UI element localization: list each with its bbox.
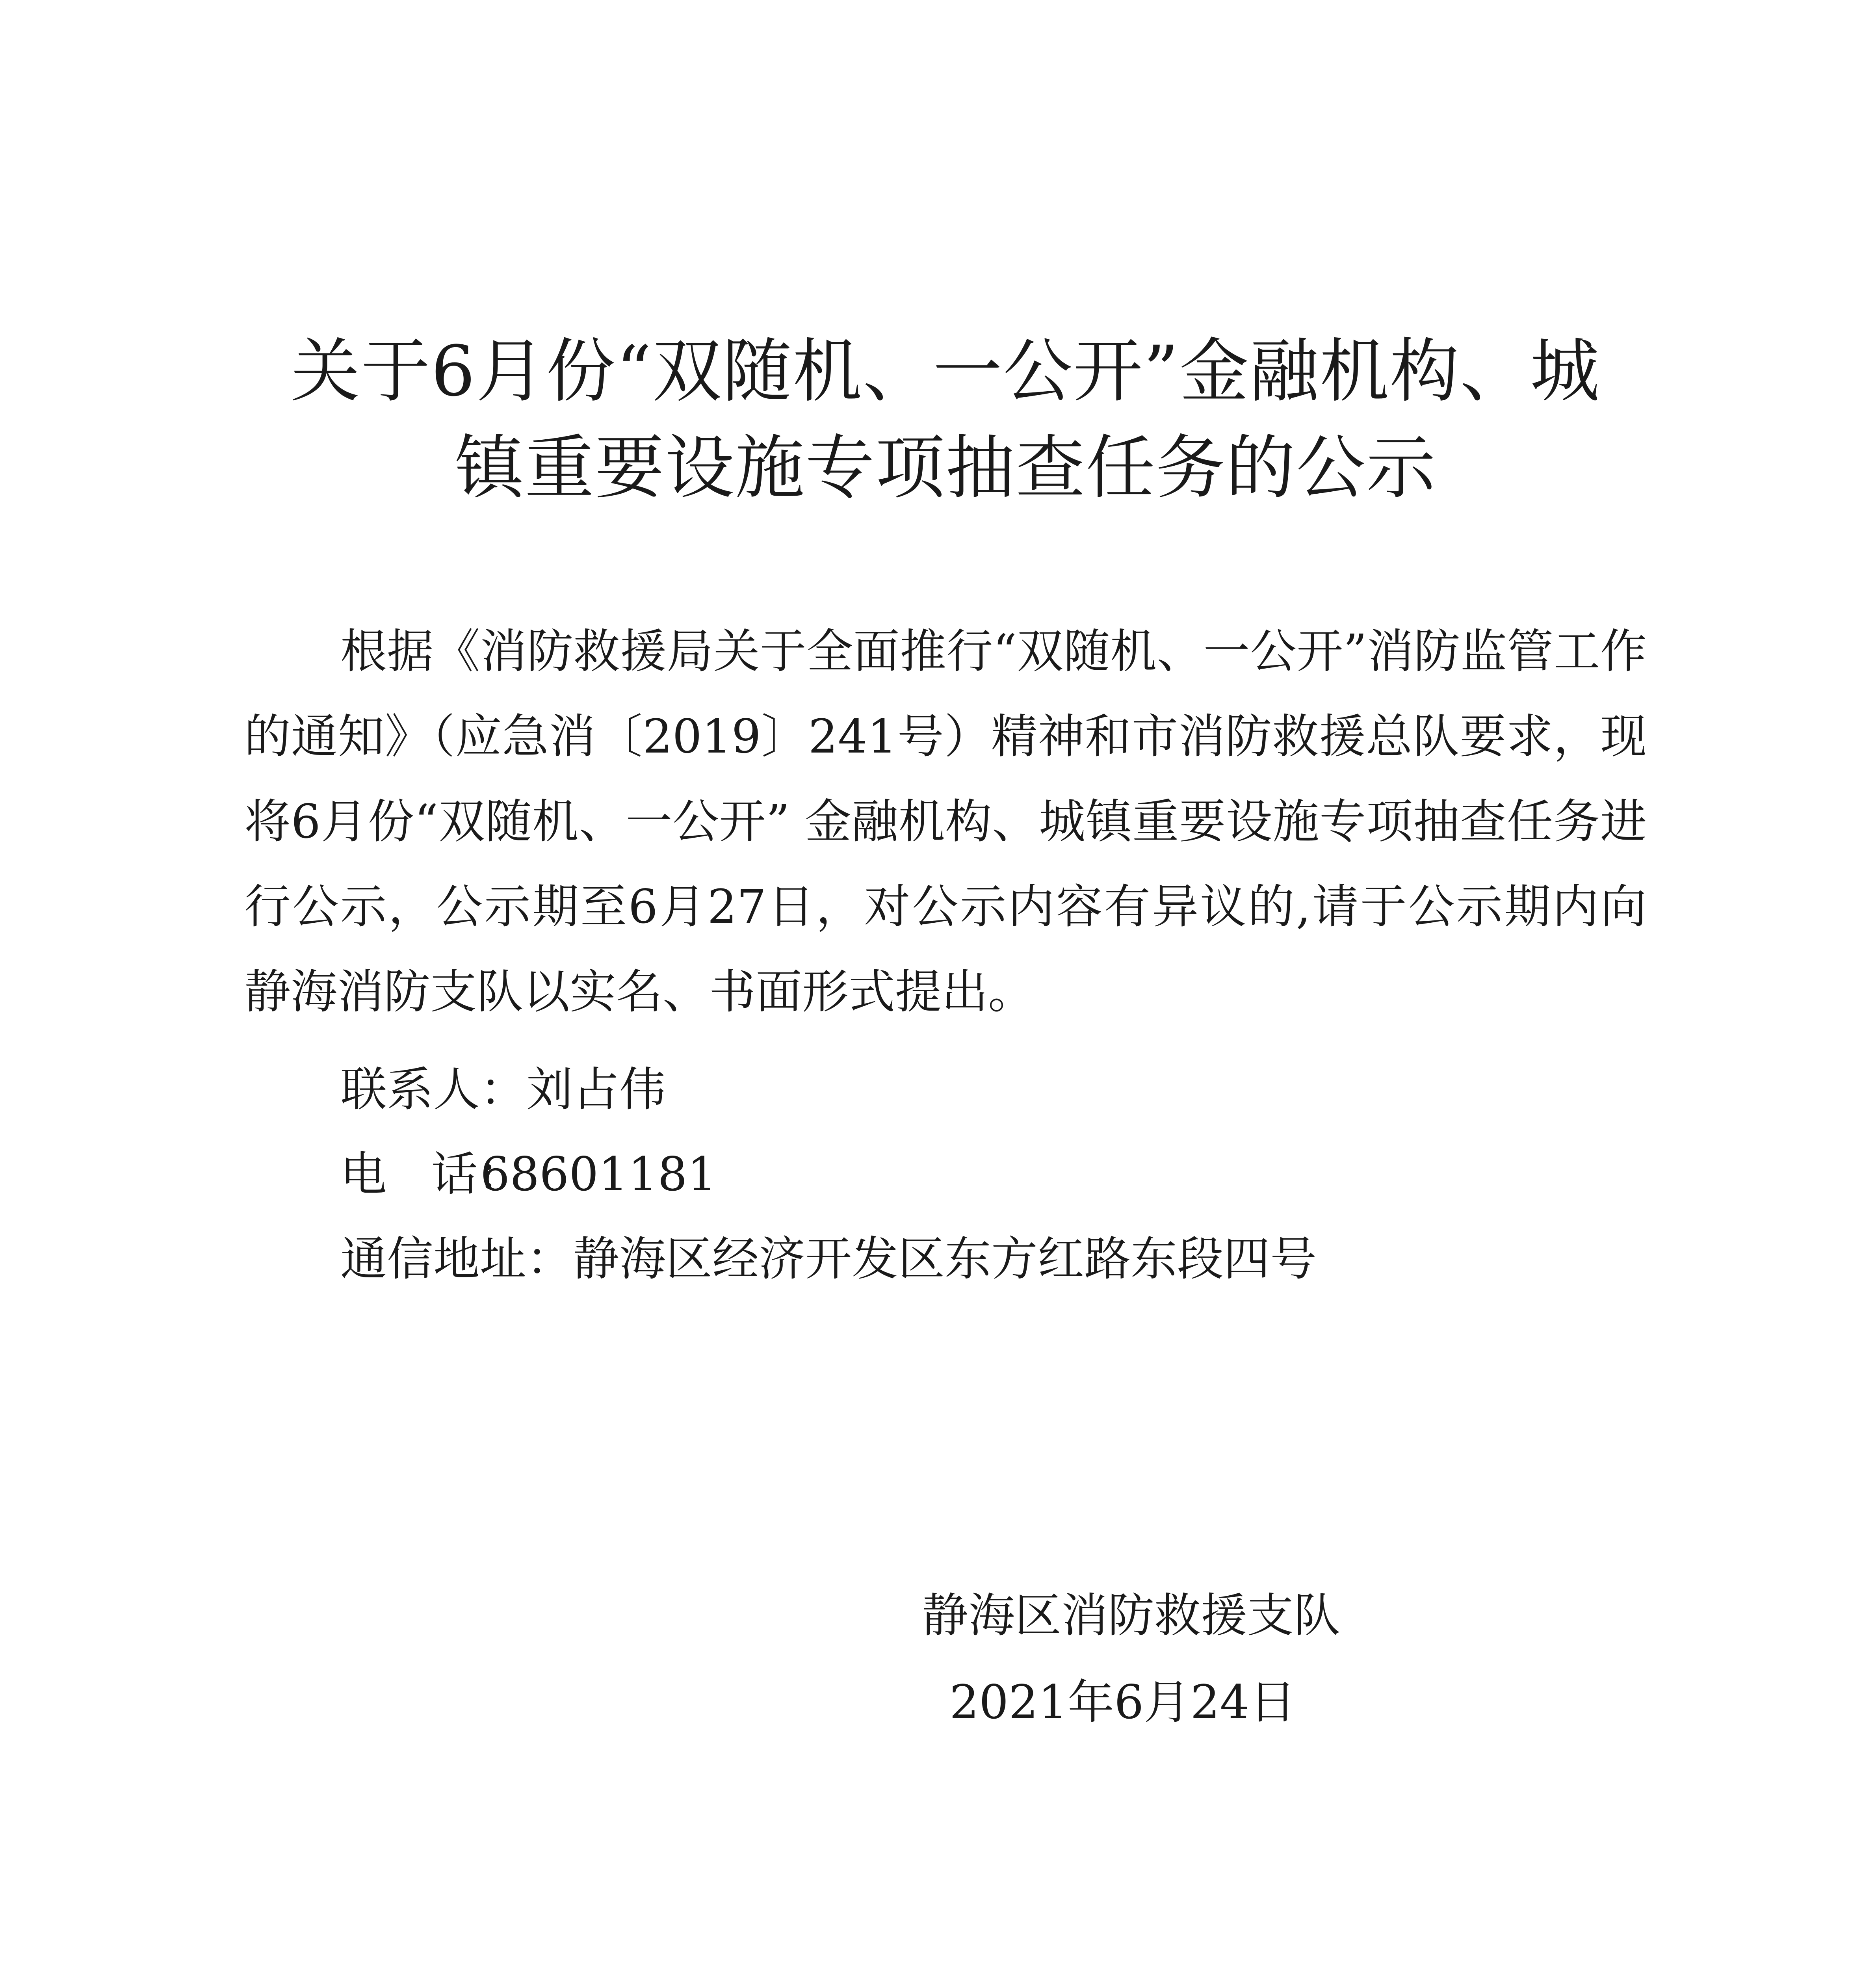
contact-person-line xyxy=(340,1060,666,1119)
body-paragraph: 根据《消防救援局关于全面推行“双随机、一公开”消防监管工作的通知》（应急消〔2019〕241号）精神和市消防救援总队要求，现将6月份“双随机、一公开” 金融机构、城镇重要设施专项抽查任务进行公示，公示期至6月27日，对公示内容有异议的,请于公示期内向静海消防支队以实名、书面形式提出。 xyxy=(244,624,1647,1019)
address-line xyxy=(340,1229,1317,1288)
phone-label: 电 话： xyxy=(340,1147,524,1201)
signature-date: 2021年6月24日 xyxy=(949,1675,1296,1729)
contact-label: 联系人： xyxy=(340,1062,527,1117)
document-title-line-1: 关于6月份“双随机、一公开”金融机构、城 xyxy=(291,331,1600,412)
address-value: 静海区经济开发区东方红路东段四号 xyxy=(573,1232,1317,1286)
address-label: 通信地址： xyxy=(340,1232,573,1286)
signature-organization: 静海区消防救援支队 xyxy=(922,1588,1341,1643)
phone-line xyxy=(340,1145,717,1204)
document-title xyxy=(221,323,1670,516)
phone-number: 68601181 xyxy=(480,1147,717,1201)
contact-name: 刘占伟 xyxy=(526,1062,666,1117)
document-title-line-2: 镇重要设施专项抽查任务的公示 xyxy=(454,427,1436,508)
